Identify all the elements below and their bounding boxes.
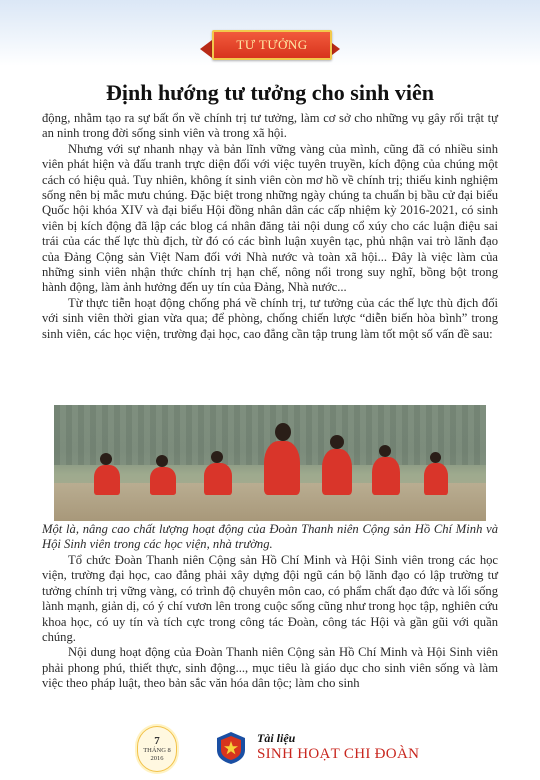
banner-ribbon-left bbox=[200, 40, 212, 58]
photo-figure-head bbox=[379, 445, 391, 457]
photo-figure-head bbox=[330, 435, 344, 449]
photo-figure-main bbox=[264, 441, 300, 495]
photo-figure bbox=[150, 467, 176, 495]
article-body bbox=[42, 111, 498, 342]
photo-caption: Một là, nâng cao chất lượng hoạt động của Đoàn Thanh niên Cộng sản Hồ Chí Minh và Hội Sinh viên trong các học viện, nhà trường. bbox=[42, 522, 498, 552]
paragraph: động, nhằm tạo ra sự bất ổn về chính trị tư tưởng, làm cơ sở cho những vụ gây rối trật tự an ninh trong đời sống sinh viên và trong xã hội. bbox=[42, 111, 498, 141]
footer-subtitle: Tài liệu bbox=[257, 731, 296, 745]
page-number: 7 bbox=[154, 735, 160, 747]
photo-figure-head bbox=[100, 453, 112, 465]
paragraph: Nội dung hoạt động của Đoàn Thanh niên Cộng sản Hồ Chí Minh và Hội Sinh viên phải phong phú, thiết thực, sinh động..., mục tiêu là giáo dục cho sinh viên sống và làm việc theo pháp luật, theo bản sắc văn hóa dân tộc; làm cho sinh bbox=[42, 645, 498, 691]
photo-figure-head bbox=[211, 451, 223, 463]
youth-union-logo-icon bbox=[214, 730, 248, 766]
article-photo bbox=[54, 405, 486, 521]
photo-figure bbox=[322, 449, 352, 495]
article-body-continued bbox=[42, 553, 498, 692]
publication-name: SINH HOẠT CHI ĐOÀN bbox=[257, 746, 420, 762]
photo-figure bbox=[94, 465, 120, 495]
section-label: TƯ TƯỞNG bbox=[236, 37, 308, 52]
paragraph: Từ thực tiễn hoạt động chống phá về chính trị, tư tưởng của các thế lực thù địch đối với sinh viên thời gian vừa qua; để phòng, chống chiến lược “diễn biến hòa bình” trong sinh viên, các học viện, trường đại học, cao đẳng cần tập trung làm tốt một số vấn đề sau: bbox=[42, 295, 498, 341]
photo-figure bbox=[204, 463, 232, 495]
photo-figure bbox=[372, 457, 400, 495]
issue-month: THÁNG 8 bbox=[143, 747, 171, 754]
article-title: Định hướng tư tưởng cho sinh viên bbox=[105, 80, 435, 105]
photo-figure bbox=[424, 463, 448, 495]
photo-figure-head bbox=[430, 452, 441, 463]
paragraph: Tổ chức Đoàn Thanh niên Cộng sản Hồ Chí Minh và Hội Sinh viên trong các học viện, trường đại học, cao đẳng phải xây dựng đội ngũ cán bộ lãnh đạo có lập trường tư tưởng chính trị vững vàng, có trình độ chuyên môn cao, có phẩm chất đạo đức và lối sống lành mạnh, giản dị, có ý chí vươn lên trong cuộc sống cũng như trong học tập, nghiên cứu khoa học, có uy tín và tích cực trong công tác Đoàn, công tác Hội và gần gũi với quần chúng. bbox=[42, 553, 498, 645]
section-banner bbox=[212, 30, 332, 60]
paragraph: Nhưng với sự nhanh nhạy và bản lĩnh vững vàng của mình, cũng đã có nhiều sinh viên phát hiện và đấu tranh trực diện đối với việc tuyên truyền, kích động của chúng một cách có hiệu quả. Tuy nhiên, không ít sinh viên còn mơ hồ về chính trị; thiếu kinh nghiệm sống nên bị mắc mưu chúng. Đặc biệt trong những ngày chúng ta chuẩn bị bầu cử đại biểu Quốc hội khóa XIV và đại biểu Hội đồng nhân dân các cấp nhiệm kỳ 2016-2021, có sinh viên bị kích động đã lập các blog cá nhân đăng tải nội dung cổ xúy cho các luận điệu sai trái của các thế lực thù địch, từ đó có các bình luận xuyên tạc, phủ nhận vai trò lãnh đạo của Đảng Cộng sản Việt Nam đối với Nhà nước và toàn xã hội... Đây là việc làm của những sinh viên nhận thức chính trị hạn chế, nông nổi trong suy nghĩ, bồng bột trong hành động, làm ảnh hưởng đến uy tín của Đảng, Nhà nước... bbox=[42, 141, 498, 295]
photo-figure-head bbox=[156, 455, 168, 467]
photo-figure-head bbox=[275, 423, 291, 441]
issue-year: 2016 bbox=[150, 755, 164, 762]
page-number-badge bbox=[137, 726, 177, 772]
